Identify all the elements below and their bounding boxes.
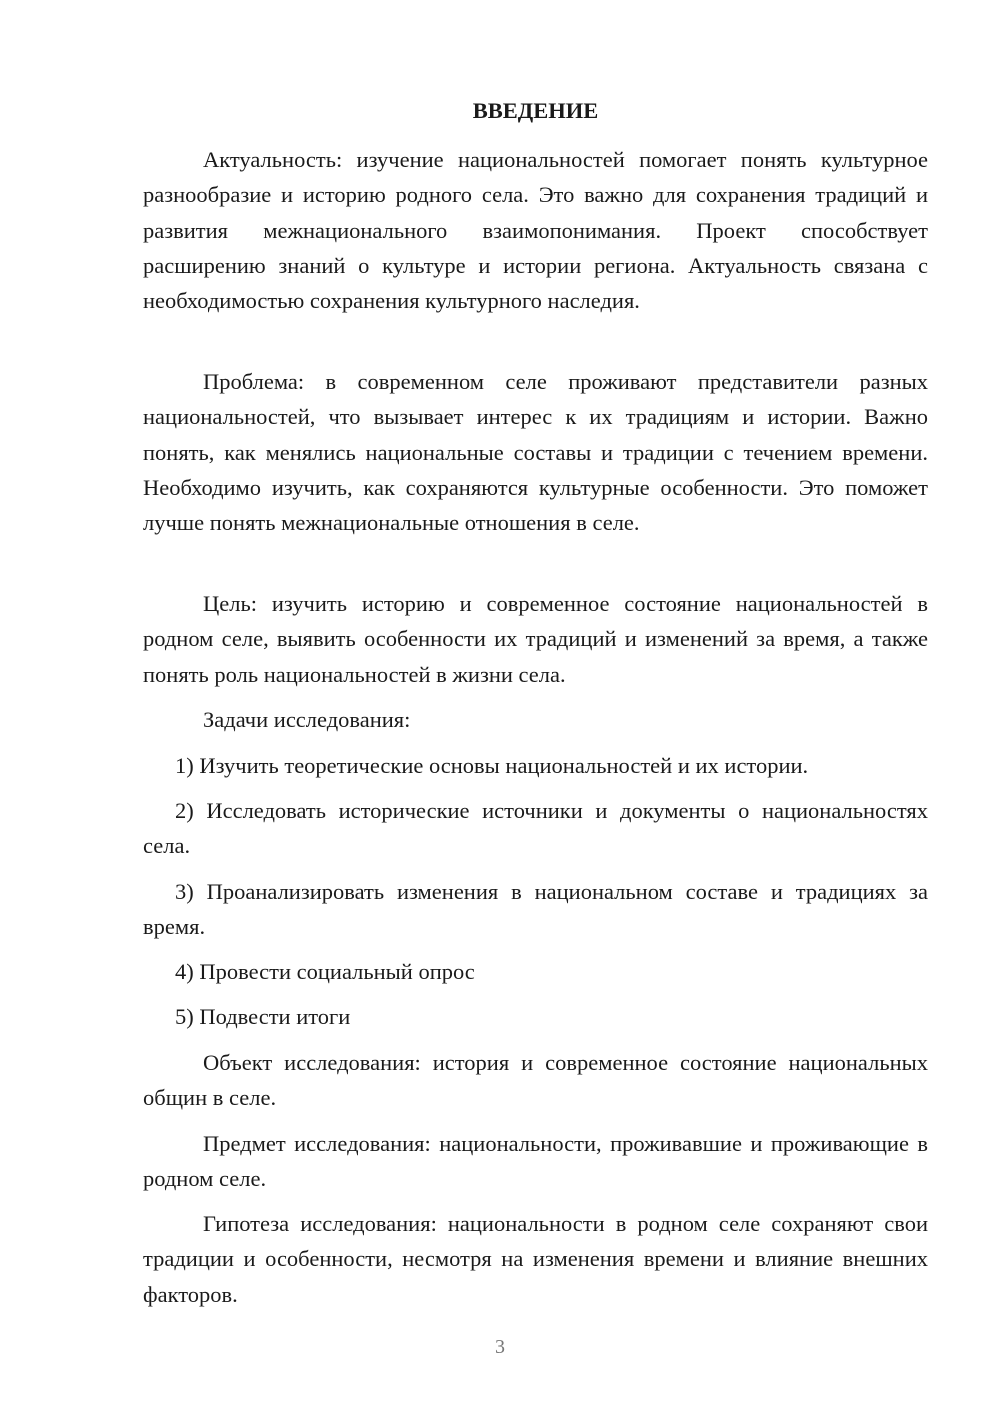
goal-paragraph: Цель: изучить историю и современное состояние национальностей в родном селе, выявить особенности их традиций и изменений за время, а также понять роль национальностей в жизни села. [143, 591, 928, 687]
task-item: 2) Исследовать исторические источники и документы о национальностях села. [143, 798, 928, 859]
task-item: 1) Изучить теоретические основы национальностей и их истории. [175, 753, 809, 778]
page-title: ВВЕДЕНИЕ [472, 98, 599, 123]
task-item: 3) Проанализировать изменения в национальном составе и традициях за время. [143, 879, 928, 940]
problem-paragraph: Проблема: в современном селе проживают представители разных национальностей, что вызывает интерес к их традициям и истории. Важно понять, как менялись национальные составы и традиции с течением времени. Необходимо изучить, как сохраняются культурные особенности. Это поможет лучше понять межнациональные отношения в селе. [143, 369, 928, 536]
task-item: 4) Провести социальный опрос [175, 959, 475, 984]
page-number: 3 [495, 1336, 505, 1358]
relevance-paragraph: Актуальность: изучение национальностей помогает понять культурное разнообразие и историю родного села. Это важно для сохранения традиций и развития межнационального взаимопонимания. Проект способствует расширению знаний о культуре и истории региона. Актуальность связана с необходимостью сохранения культурного наследия. [143, 147, 928, 314]
tasks-heading: Задачи исследования: [203, 707, 411, 732]
object-paragraph: Объект исследования: история и современное состояние национальных общин в селе. [143, 1050, 928, 1111]
hypothesis-paragraph: Гипотеза исследования: национальности в родном селе сохраняют свои традиции и особенности, несмотря на изменения времени и влияние внешних факторов. [143, 1211, 928, 1307]
task-item: 5) Подвести итоги [175, 1004, 351, 1029]
subject-paragraph: Предмет исследования: национальности, проживавшие и проживающие в родном селе. [143, 1131, 928, 1192]
